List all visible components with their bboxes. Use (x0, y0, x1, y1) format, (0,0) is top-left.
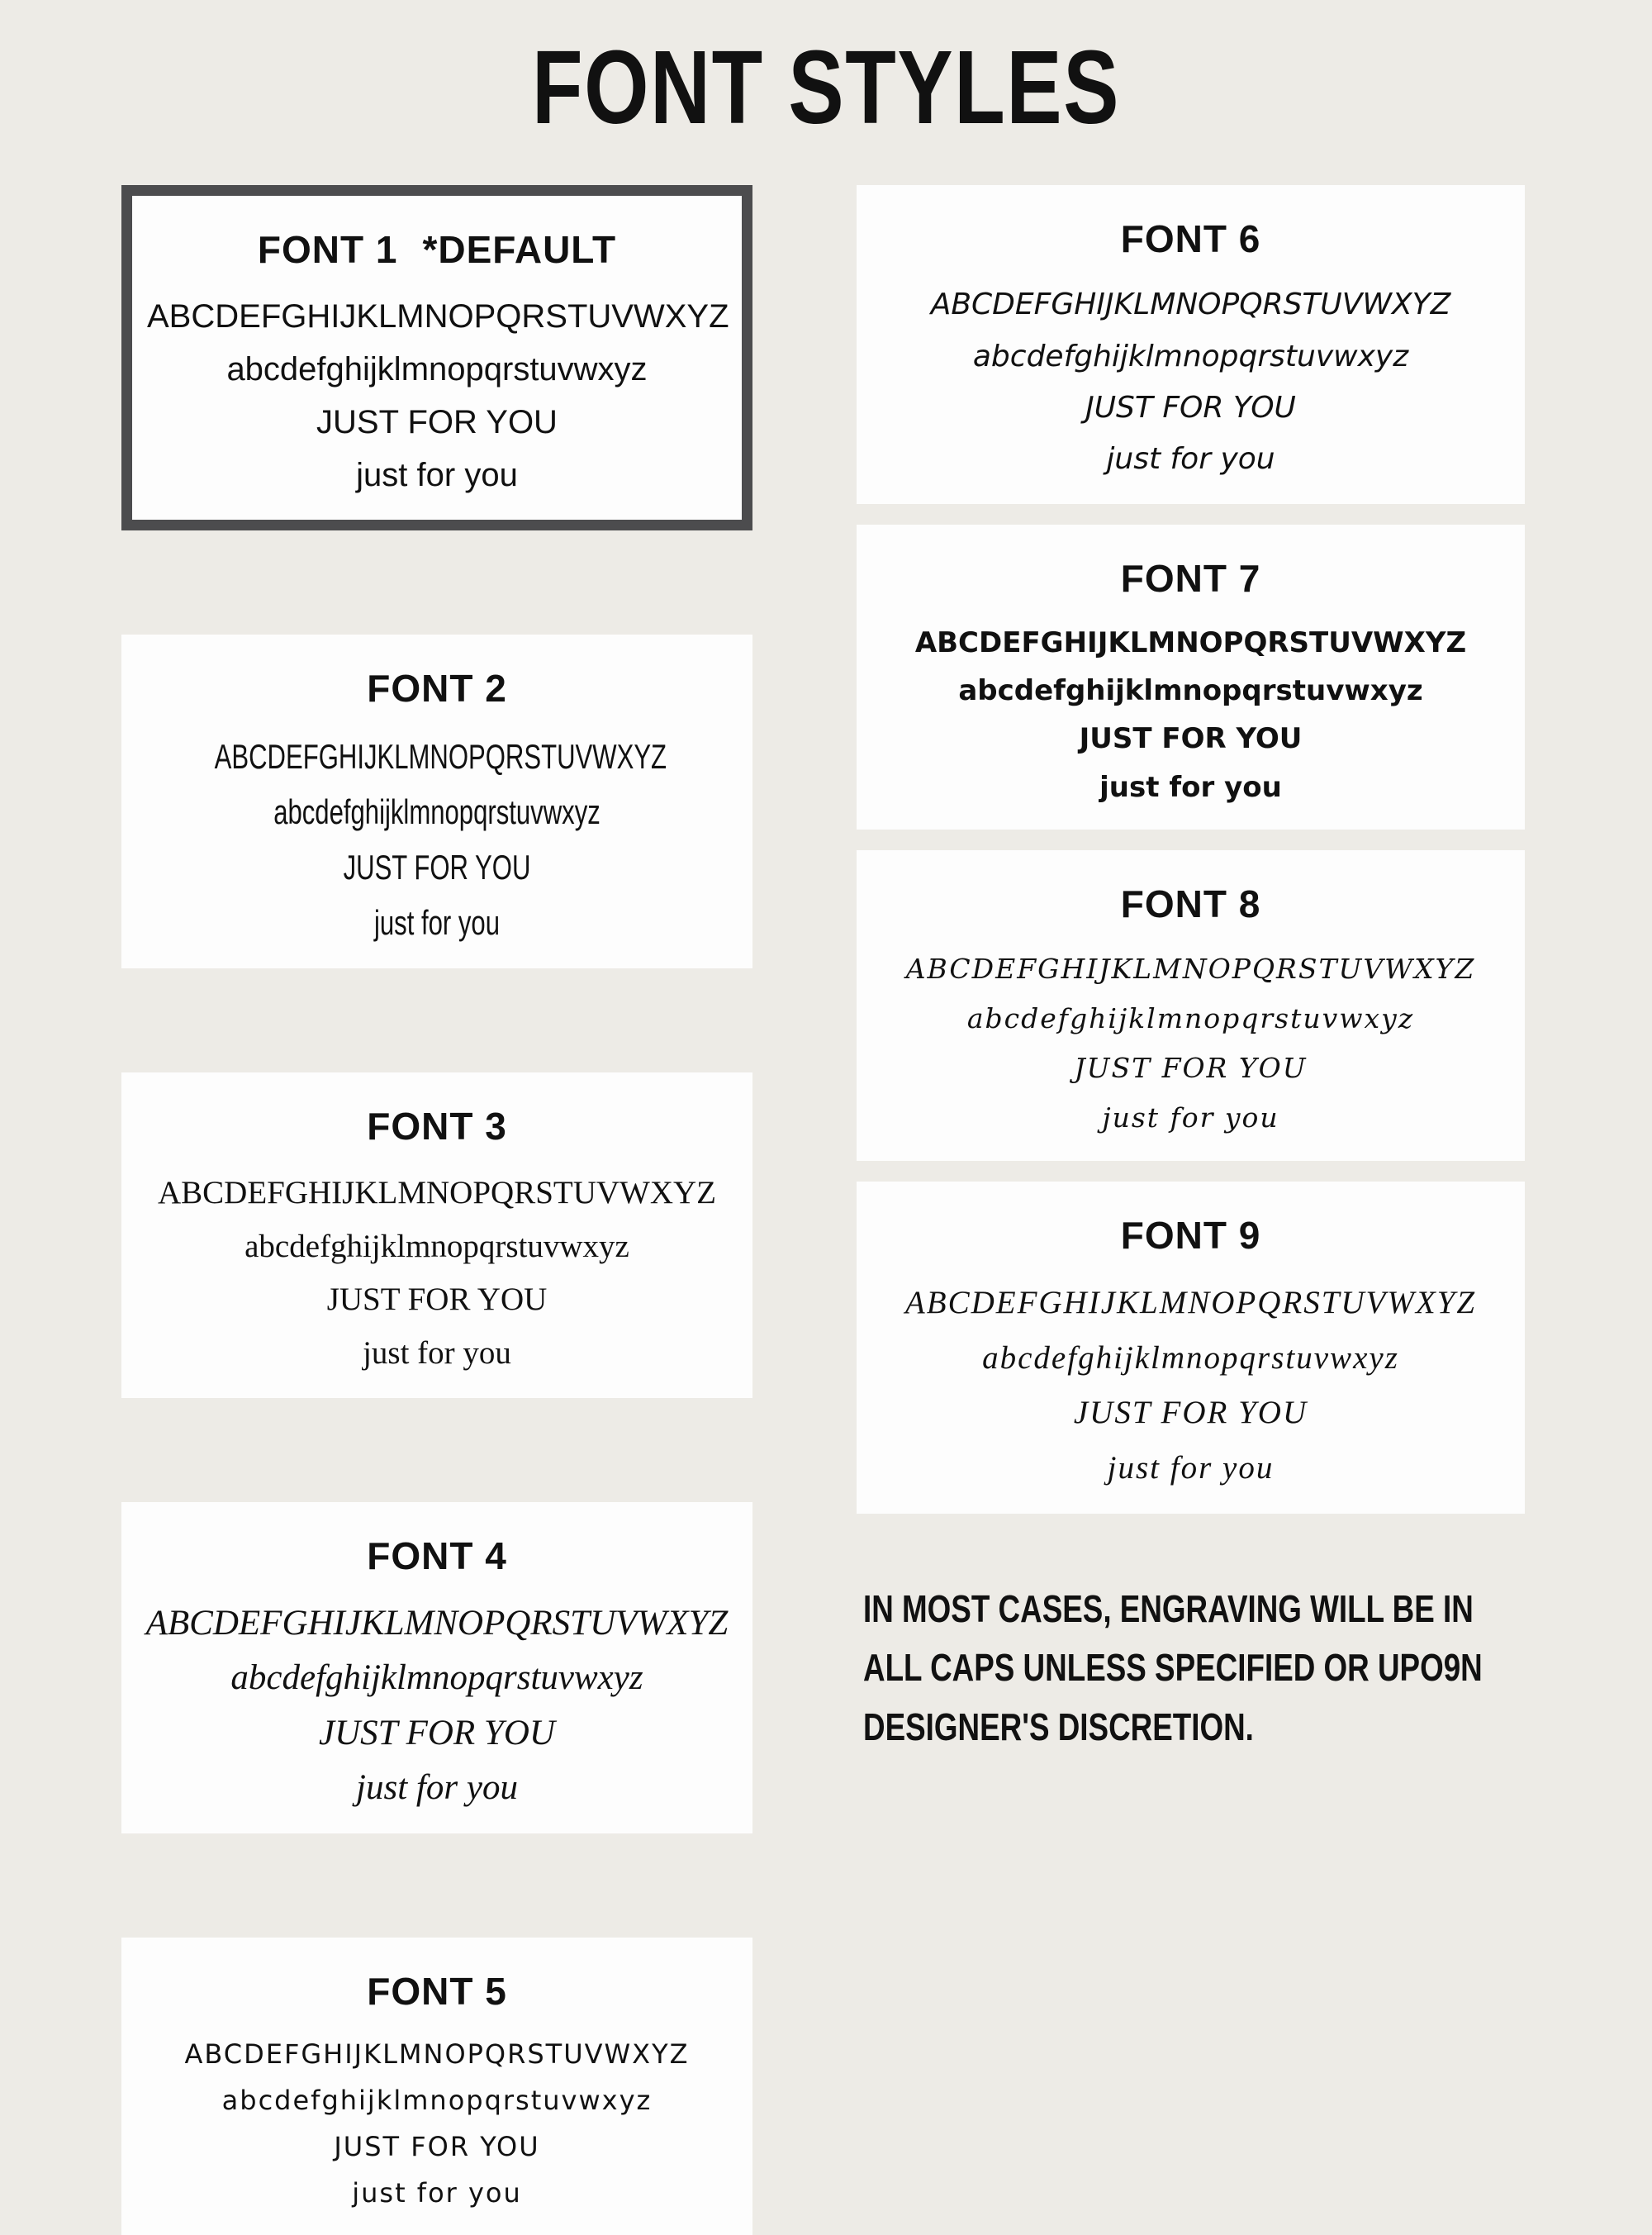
font-card-title (871, 882, 1510, 926)
font-card-title (871, 216, 1510, 261)
font-card-title (136, 1104, 738, 1148)
phrase-uppercase-line: JUST FOR YOU (343, 848, 531, 887)
font-name: FONT 1 (257, 228, 398, 272)
alphabet-uppercase-line: ABCDEFGHIJKLMNOPQRSTUVWXYZ (157, 1175, 717, 1211)
phrase-lowercase-line: just for you (363, 1334, 511, 1371)
phrase-uppercase-line: JUST FOR YOU (316, 404, 558, 441)
font-name: FONT 8 (1120, 882, 1261, 926)
alphabet-uppercase-line: ABCDEFGHIJKLMNOPQRSTUVWXYZ (930, 288, 1451, 322)
alphabet-uppercase-line: ABCDEFGHIJKLMNOPQRSTUVWXYZ (905, 953, 1476, 986)
page-title-text: FONT STYLES (531, 29, 1121, 145)
font-card (857, 185, 1525, 503)
alphabet-uppercase-line: ABCDEFGHIJKLMNOPQRSTUVWXYZ (147, 298, 729, 335)
phrase-lowercase-line: just for you (1106, 442, 1275, 477)
font-card (121, 1938, 752, 2234)
note-line: DESIGNER'S DISCRETION. (863, 1705, 1254, 1748)
page-title (0, 29, 1652, 145)
alphabet-uppercase-line: ABCDEFGHIJKLMNOPQRSTUVWXYZ (904, 1285, 1477, 1321)
column-right (857, 185, 1525, 1757)
font-card-title (136, 1534, 738, 1578)
alphabet-uppercase-line: ABCDEFGHIJKLMNOPQRSTUVWXYZ (914, 625, 1467, 659)
phrase-lowercase-line: just for you (373, 903, 501, 943)
font-card (121, 635, 752, 968)
font-card-title (136, 666, 738, 711)
font-card (121, 1072, 752, 1398)
column-left (121, 185, 752, 2234)
phrase-uppercase-line: JUST FOR YOU (334, 2131, 540, 2163)
engraving-note (857, 1580, 1525, 1757)
alphabet-lowercase-line: abcdefghijklmnopqrstuvwxyz (966, 1002, 1415, 1035)
font-name: FONT 3 (367, 1105, 507, 1148)
column-right-cards (857, 185, 1525, 1514)
alphabet-lowercase-line: abcdefghijklmnopqrstuvwxyz (226, 351, 648, 388)
alphabet-lowercase-line: abcdefghijklmnopqrstuvwxyz (273, 792, 601, 832)
phrase-uppercase-line: JUST FOR YOU (1074, 1052, 1308, 1085)
font-card-title (871, 1213, 1510, 1258)
font-card (857, 525, 1525, 830)
phrase-lowercase-line: just for you (1107, 1449, 1275, 1486)
alphabet-lowercase-line: abcdefghijklmnopqrstuvwxyz (221, 2085, 653, 2117)
font-card (121, 185, 752, 530)
font-card (857, 850, 1525, 1161)
alphabet-lowercase-line: abcdefghijklmnopqrstuvwxyz (244, 1228, 629, 1264)
phrase-lowercase-line: just for you (352, 2176, 522, 2209)
phrase-uppercase-line: JUST FOR YOU (1079, 722, 1303, 756)
font-name: FONT 7 (1120, 556, 1261, 600)
phrase-uppercase-line: JUST FOR YOU (326, 1282, 548, 1318)
phrase-lowercase-line: just for you (356, 457, 518, 494)
font-name: FONT 4 (367, 1534, 507, 1578)
phrase-lowercase-line: just for you (1102, 1101, 1279, 1134)
font-name: FONT 6 (1120, 217, 1261, 261)
font-card-title (871, 556, 1510, 601)
note-line: IN MOST CASES, ENGRAVING WILL BE IN (863, 1587, 1474, 1631)
alphabet-lowercase-line: abcdefghijklmnopqrstuvwxyz (972, 339, 1409, 373)
alphabet-uppercase-line: ABCDEFGHIJKLMNOPQRSTUVWXYZ (145, 1604, 729, 1643)
font-name: FONT 5 (367, 1970, 507, 2014)
font-card-title (147, 227, 727, 272)
phrase-lowercase-line: just for you (356, 1768, 518, 1808)
font-name: FONT 9 (1120, 1214, 1261, 1258)
alphabet-uppercase-line: ABCDEFGHIJKLMNOPQRSTUVWXYZ (214, 737, 667, 777)
font-columns (0, 185, 1652, 2234)
font-card (857, 1182, 1525, 1514)
alphabet-uppercase-line: ABCDEFGHIJKLMNOPQRSTUVWXYZ (184, 2038, 690, 2071)
alphabet-lowercase-line: abcdefghijklmnopqrstuvwxyz (982, 1339, 1399, 1376)
note-line: ALL CAPS UNLESS SPECIFIED OR UPO9N (863, 1646, 1483, 1690)
font-name: FONT 2 (367, 667, 507, 711)
font-card (121, 1502, 752, 1833)
phrase-uppercase-line: JUST FOR YOU (1085, 390, 1296, 425)
alphabet-lowercase-line: abcdefghijklmnopqrstuvwxyz (958, 673, 1423, 707)
alphabet-lowercase-line: abcdefghijklmnopqrstuvwxyz (230, 1658, 643, 1698)
phrase-uppercase-line: JUST FOR YOU (319, 1713, 555, 1752)
font-card-title (136, 1969, 738, 2014)
default-badge: *DEFAULT (422, 228, 617, 272)
phrase-lowercase-line: just for you (1099, 770, 1282, 804)
phrase-uppercase-line: JUST FOR YOU (1073, 1395, 1308, 1431)
